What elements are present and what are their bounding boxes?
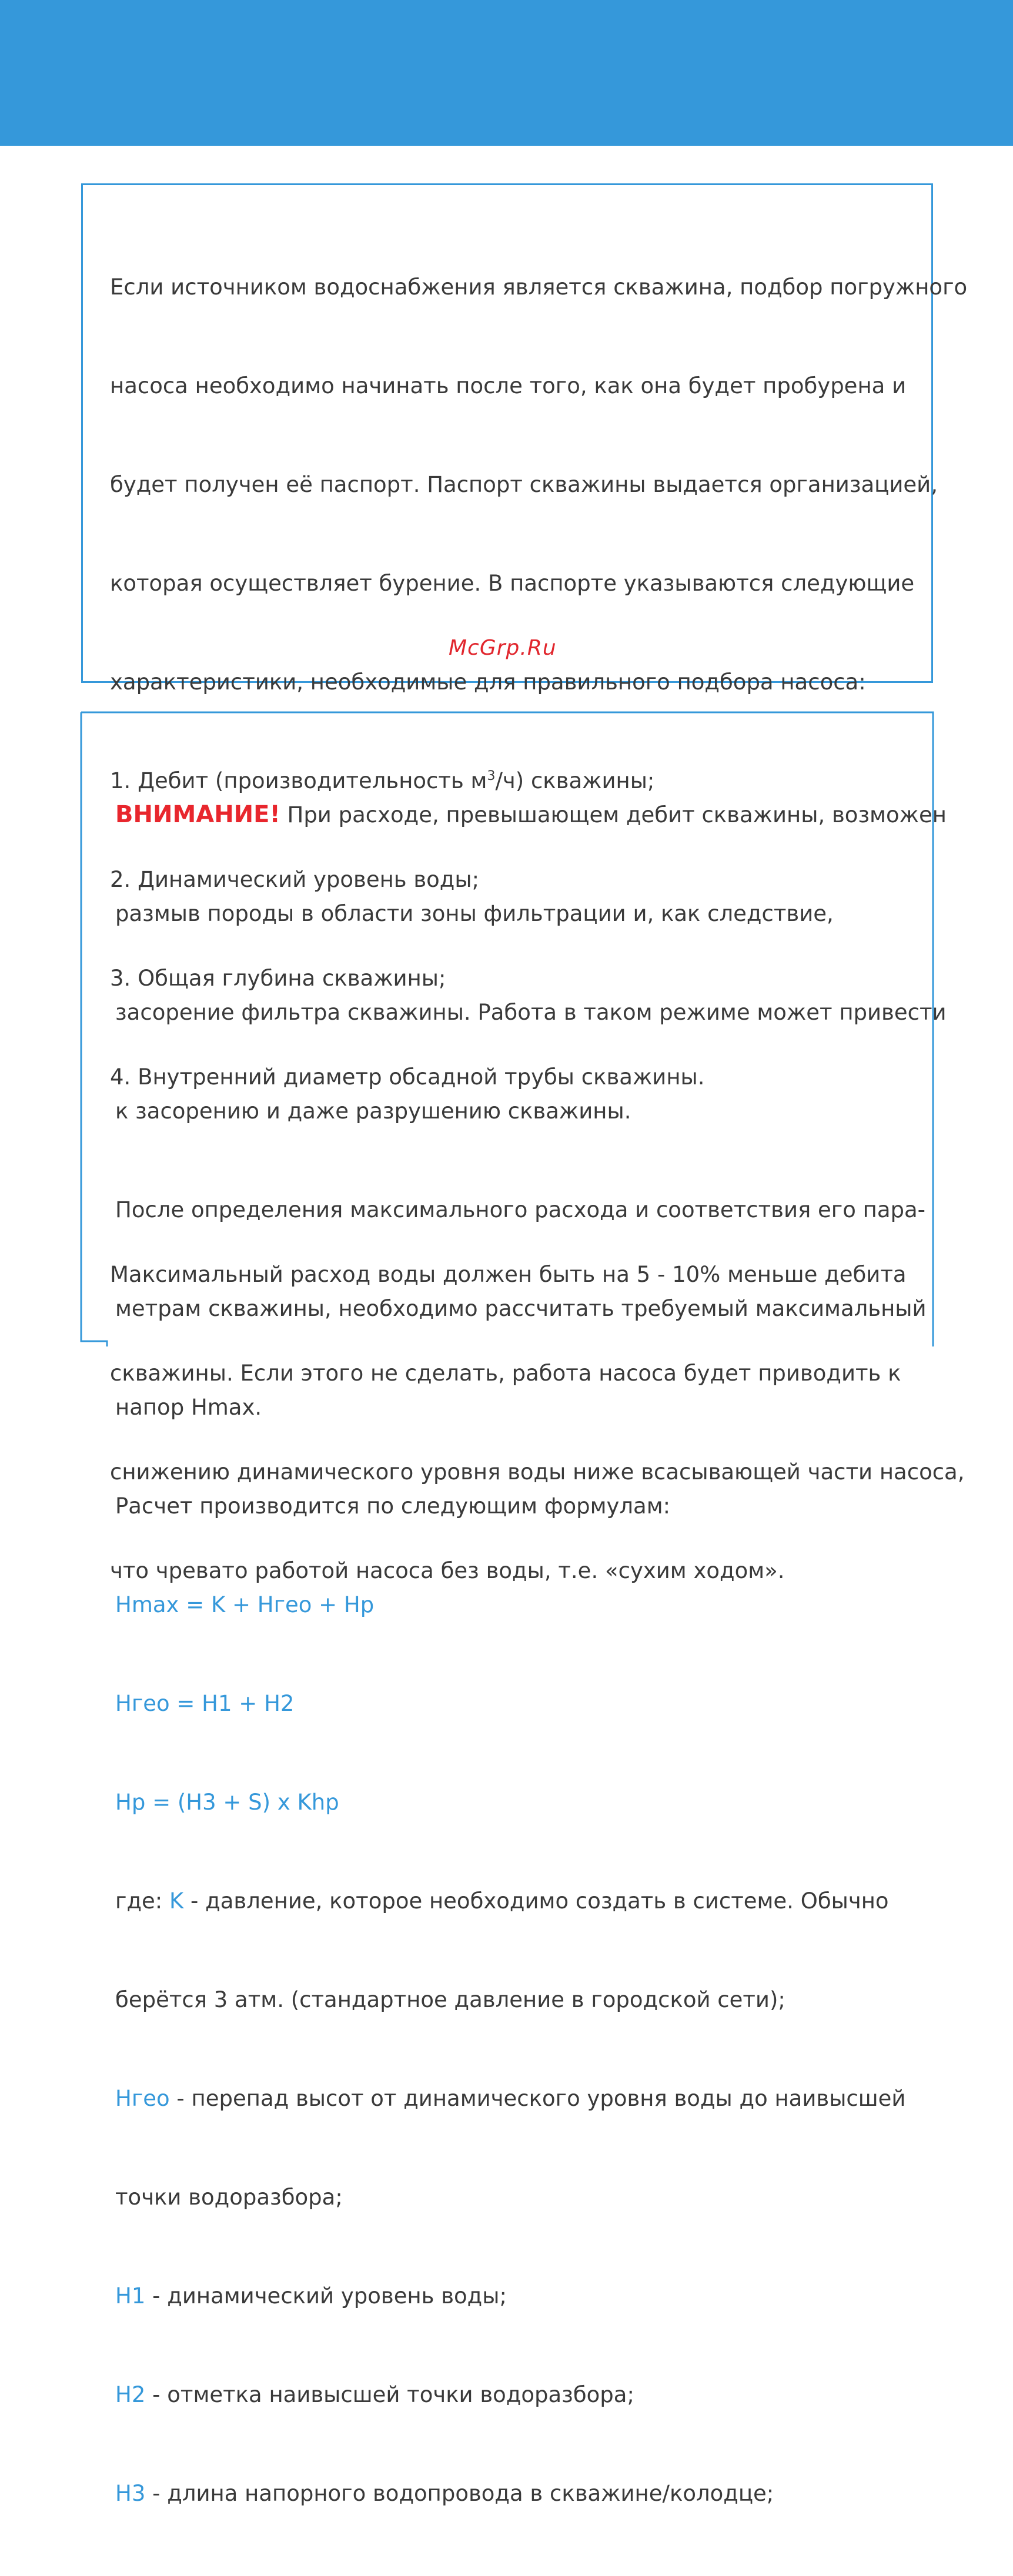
intro-line: насоса необходимо начинать после того, как она будет пробурена и	[110, 373, 907, 398]
definition-h2	[115, 2379, 967, 2411]
definition-hgeo-text: - перепад высот от динамического уровня воды до наивысшей	[169, 2086, 906, 2111]
term-hgeo: Hгео	[115, 2086, 170, 2111]
warning-paragraph	[115, 732, 967, 2576]
definition-h1	[115, 2280, 967, 2313]
watermark: McGrp.Ru	[449, 636, 557, 660]
definition-hgeo-cont: точки водоразбора;	[115, 2185, 343, 2210]
warning-line: засорение фильтра скважины. Работа в таком режиме может привести	[115, 1000, 947, 1025]
definition-hgeo	[115, 2082, 967, 2115]
formula-hr: Hр = (H3 + S) x Khр	[115, 1790, 339, 1815]
intro-line: которая осуществляет бурение. В паспорте указываются следующие	[110, 571, 915, 596]
list-item-dynamic-level: 2. Динамический уровень воды;	[110, 867, 480, 892]
list-item-depth: 3. Общая глубина скважины;	[110, 966, 446, 991]
term-h2: H2	[115, 2382, 146, 2407]
definition-k	[115, 1885, 967, 1918]
warning-line: размыв породы в области зоны фильтрации и, как следствие,	[115, 901, 834, 926]
calc-line: метрам скважины, необходимо рассчитать требуемый максимальный	[115, 1296, 927, 1321]
max-flow-line: Максимальный расход воды должен быть на 5 - 10% меньше дебита	[110, 1262, 907, 1287]
superscript-3: 3	[487, 769, 496, 783]
term-k: K	[169, 1888, 184, 1914]
definition-h3-text: - длина напорного водопровода в скважине/колодце;	[145, 2481, 774, 2506]
calc-line: После определения максимального расхода и соответствия его пара-	[115, 1197, 925, 1222]
warning-first-line	[115, 798, 967, 832]
warning-line: к засорению и даже разрушению скважины.	[115, 1098, 631, 1124]
definition-h2-text: - отметка наивысшей точки водоразбора;	[145, 2382, 634, 2407]
definition-h1-text: - динамический уровень воды;	[145, 2283, 507, 2309]
warning-text: При расходе, превышающем дебит скважины, возможен	[280, 802, 947, 828]
warning-label: ВНИМАНИЕ!	[115, 801, 280, 828]
calc-line: Расчет производится по следующим формулам:	[115, 1493, 671, 1519]
intro-line: будет получен её паспорт. Паспорт скважины выдается организацией,	[110, 472, 938, 497]
formula-hgeo: Hгео = H1 + H2	[115, 1691, 295, 1716]
max-flow-line: что чревато работой насоса без воды, т.е. «сухим ходом».	[110, 1558, 785, 1583]
definition-k-text: - давление, которое необходимо создать в системе. Обычно	[183, 1888, 889, 1914]
intro-line: характеристики, необходимые для правильного подбора насоса:	[110, 669, 866, 695]
max-flow-line: скважины. Если этого не сделать, работа насоса будет приводить к	[110, 1361, 901, 1386]
formula-hmax: Hmax = K + Hгео + Hр	[115, 1592, 375, 1617]
definition-k-cont: берётся 3 атм. (стандартное давление в городской сети);	[115, 1987, 785, 2012]
intro-line: Если источником водоснабжения является скважина, подбор погружного	[110, 274, 968, 300]
max-flow-line: снижению динамического уровня воды ниже всасывающей части насоса,	[110, 1459, 965, 1485]
list-item-diameter: 4. Внутренний диаметр обсадной трубы скважины.	[110, 1064, 705, 1090]
list-item-debit-text: 1. Дебит (производительность м	[110, 768, 487, 793]
term-h3: H3	[115, 2481, 146, 2506]
definition-h3	[115, 2477, 967, 2510]
term-h1: H1	[115, 2283, 146, 2309]
where-prefix: где:	[115, 1888, 170, 1914]
header-band	[0, 0, 1013, 146]
calc-line: напор Hmax.	[115, 1395, 262, 1420]
list-item-debit-tail: /ч) скважины;	[495, 768, 655, 793]
